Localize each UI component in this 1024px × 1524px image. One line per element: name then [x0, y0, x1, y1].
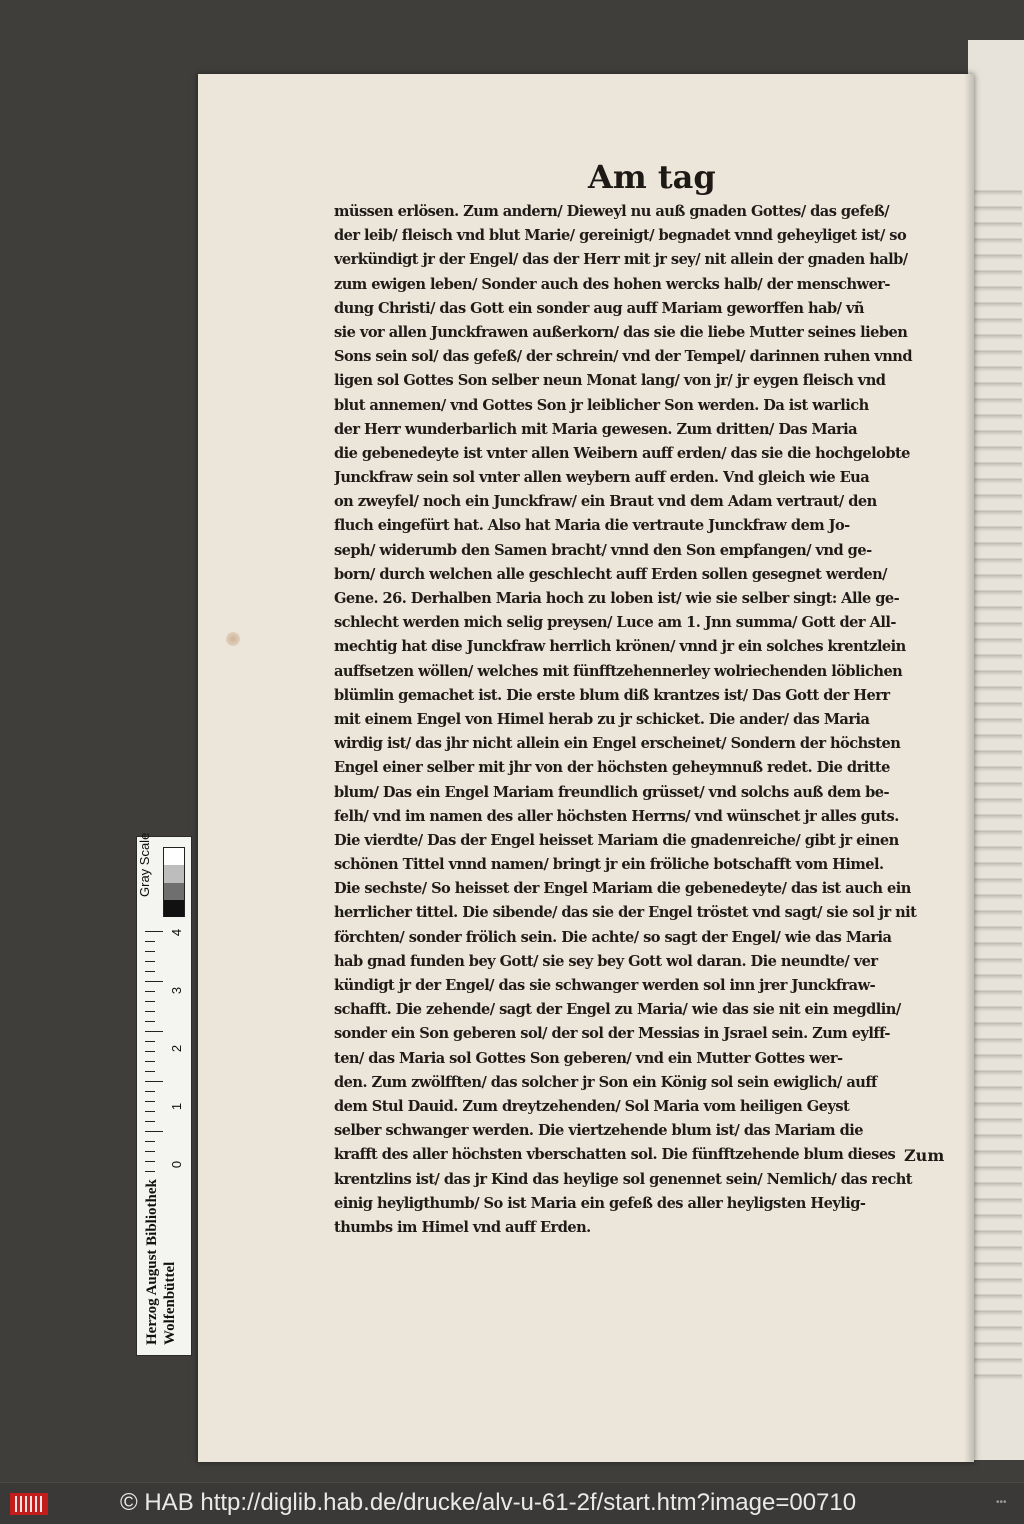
text-line: sie vor allen Junckfrawen außerkorn/ das sie die liebe Mutter seines lieben: [334, 323, 908, 341]
text-line: blut annemen/ vnd Gottes Son jr leiblicher Son werden. Da ist warlich: [334, 396, 869, 414]
text-line: fluch eingefürt hat. Also hat Maria die vertraute Junckfraw dem Jo-: [334, 517, 850, 535]
ruler-tick: [145, 1061, 155, 1062]
paper-stain: [226, 632, 240, 646]
ruler-tick: [145, 981, 163, 982]
ruler-tick: [145, 991, 155, 992]
text-line: hab gnad funden bey Gott/ sie sey bey Gott wol daran. Die neundte/ ver: [334, 952, 878, 970]
ruler-scale: [141, 925, 187, 1175]
ruler-number: 3: [169, 986, 185, 995]
ruler-number: 0: [169, 1160, 185, 1169]
text-line: ten/ das Maria sol Gottes Son geberen/ vnd ein Mutter Gottes wer-: [334, 1049, 843, 1067]
permalink-url[interactable]: © HAB http://diglib.hab.de/drucke/alv-u-61-2f/start.htm?image=00710: [120, 1489, 857, 1516]
text-line: wirdig ist/ das jhr nicht allein ein Engel erscheinet/ Sondern der höchsten: [334, 735, 901, 753]
gray-scale-patch: [163, 847, 185, 917]
text-line: dung Christi/ das Gott ein sonder aug auff Mariam geworffen hab/ vñ: [334, 299, 864, 317]
text-line: ligen sol Gottes Son selber neun Monat lang/ von jr/ jr eygen fleisch vnd: [334, 372, 886, 390]
ruler-tick: [145, 1021, 155, 1022]
text-line: den. Zum zwölfften/ das solcher jr Son ein König sol sein ewiglich/ auff: [334, 1073, 877, 1091]
ruler-tick: [145, 951, 155, 952]
ruler-tick: [145, 1111, 155, 1112]
text-line: born/ durch welchen alle geschlecht auff Erden sollen gesegnet werden/: [334, 565, 887, 583]
ruler-tick: [145, 1091, 155, 1092]
text-line: die gebenedeyte ist vnter allen Weibern auff erden/ das sie die hochgelobte: [334, 444, 910, 462]
adjacent-page-text: [972, 180, 1022, 1380]
text-line: seph/ widerumb den Samen bracht/ vnnd den Son empfangen/ vnd ge-: [334, 541, 872, 559]
ruler-number: 4: [169, 928, 185, 937]
text-line: blümlin gemachet ist. Die erste blum diß krantzes ist/ Das Gott der Herr: [334, 686, 890, 704]
ruler-tick: [145, 1121, 155, 1122]
text-line: dem Stul Dauid. Zum dreytzehenden/ Sol Maria vom heiligen Geyst: [334, 1097, 850, 1115]
hab-logo-icon[interactable]: [10, 1493, 48, 1515]
text-line: mechtig hat dise Junckfraw herrlich krönen/ vnnd jr ein solches krentzlein: [334, 638, 906, 656]
ruler-tick: [145, 1151, 155, 1152]
text-line: der leib/ fleisch vnd blut Marie/ gereinigt/ begnadet vnnd geheyliget ist/ so: [334, 227, 907, 245]
text-line: verkündigt jr der Engel/ das der Herr mit jr sey/ nit allein der gnaden halb/: [334, 251, 908, 269]
text-line: Gene. 26. Derhalben Maria hoch zu loben ist/ wie sie selber singt: Alle ge-: [334, 590, 900, 607]
adjacent-page-edge: [968, 40, 1024, 1460]
ruler-tick: [145, 971, 155, 972]
library-brand: [143, 1179, 179, 1345]
text-line: mit einem Engel von Himel herab zu jr schicket. Die ander/ das Maria: [334, 710, 870, 728]
text-line: Junckfraw sein sol vnter allen weybern auff erden. Vnd gleich wie Eua: [334, 469, 870, 487]
gray-scale-label: Gray Scale: [137, 832, 152, 897]
page-shadow: [964, 74, 974, 1462]
text-line: on zweyfel/ noch ein Junckfraw/ ein Braut vnd dem Adam vertraut/ den: [334, 493, 877, 511]
text-line: zum ewigen leben/ Sonder auch des hohen wercks halb/ der menschwer-: [334, 275, 890, 293]
text-line: krafft des aller höchsten vberschatten sol. Die fünfftzehende blum dieses: [334, 1146, 896, 1164]
text-line: der Herr wunderbarlich mit Maria gewesen. Zum dritten/ Das Maria: [334, 420, 858, 438]
ruler-tick: [145, 1001, 155, 1002]
text-line: thumbs im Himel vnd auff Erden.: [334, 1218, 591, 1236]
text-line: sonder ein Son geberen sol/ der sol der Messias in Jsrael sein. Zum eylff-: [334, 1025, 890, 1043]
text-line: einig heyligthumb/ So ist Maria ein gefeß des aller heyligsten Heylig-: [334, 1194, 866, 1212]
library-city: Wolfenbüttel: [162, 1261, 178, 1345]
text-line: kündigt jr der Engel/ das sie schwanger werden sol inn jrer Junckfraw-: [334, 977, 876, 994]
text-line: Engel einer selber mit jhr von der höchsten geheymnuß redet. Die dritte: [334, 759, 890, 777]
book-page: [198, 74, 974, 1462]
text-line: felh/ vnd im namen des aller höchsten Herrns/ vnd wünschet jr alles guts.: [334, 807, 899, 825]
ruler-tick: [145, 1041, 155, 1042]
ruler-tick: [145, 1081, 163, 1082]
viewer-footer: [0, 1482, 1024, 1524]
text-line: selber schwanger werden. Die viertzehende blum ist/ das Mariam die: [334, 1122, 863, 1140]
text-line: krentzlins ist/ das jr Kind das heylige sol genennet sein/ Nemlich/ das recht: [334, 1170, 912, 1188]
more-options-icon[interactable]: •••: [996, 1497, 1007, 1508]
ruler-number: 2: [169, 1044, 185, 1053]
scale-ruler: [136, 832, 192, 1356]
ruler-tick: [145, 1051, 155, 1052]
ruler-tick: [145, 1161, 155, 1162]
page-body-text: [334, 200, 960, 1240]
ruler-tick: [145, 931, 163, 932]
text-line: schlecht werden mich selig preysen/ Luce am 1. Jnn summa/ Gott der All-: [334, 614, 896, 632]
ruler-tick: [145, 1031, 163, 1032]
ruler-tick: [145, 941, 155, 942]
text-line: auffsetzen wöllen/ welches mit fünfftzehennerley wolriechenden löblichen: [334, 662, 903, 680]
ruler-tick: [145, 961, 155, 962]
text-line: herrlicher tittel. Die sibende/ das sie der Engel tröstet vnd sagt/ sie sol jr nit: [334, 904, 917, 922]
text-line: schönen Tittel vnnd namen/ bringt jr ein fröliche botschafft vom Himel.: [334, 856, 884, 874]
text-line: Die sechste/ So heisset der Engel Mariam die gebenedeyte/ das ist auch ein: [334, 880, 911, 898]
text-line: blum/ Das ein Engel Mariam freundlich grüsset/ vnd solchs auß dem be-: [334, 783, 890, 801]
ruler-tick: [145, 1071, 155, 1072]
ruler-tick: [145, 1171, 155, 1172]
running-header: Am tag: [588, 158, 716, 196]
ruler-tick: [145, 1011, 155, 1012]
text-line: schafft. Die zehende/ sagt der Engel zu Maria/ wie das sie nit ein megdlin/: [334, 1001, 901, 1019]
text-line: Sons sein sol/ das gefeß/ der schrein/ vnd der Tempel/ darinnen ruhen vnnd: [334, 348, 913, 366]
ruler-tick: [145, 1131, 163, 1132]
text-line: förchten/ sonder frölich sein. Die achte/ so sagt der Engel/ wie das Maria: [334, 928, 892, 946]
library-name: Herzog August Bibliothek: [144, 1179, 160, 1345]
ruler-number: 1: [169, 1102, 185, 1111]
text-line: müssen erlösen. Zum andern/ Dieweyl nu auß gnaden Gottes/ das gefeß/: [334, 203, 890, 220]
ruler-tick: [145, 1141, 155, 1142]
ruler-tick: [145, 1101, 155, 1102]
catchword: Zum: [904, 1146, 945, 1165]
text-line: Die vierdte/ Das der Engel heisset Mariam die gnadenreiche/ gibt jr einen: [334, 831, 899, 849]
